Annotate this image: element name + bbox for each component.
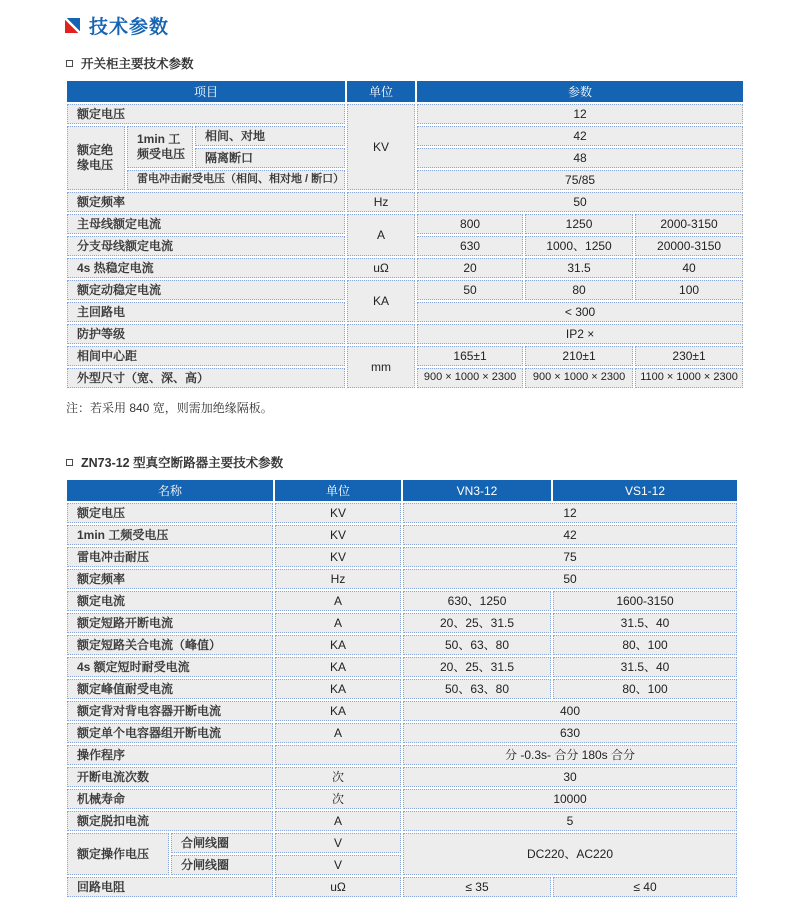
unit-cell: A [275,613,401,633]
table2-subtitle-row [66,453,737,471]
unit-cell: A [347,214,415,256]
column-header-unit: 单位 [275,480,401,501]
value-cell: 50、63、80 [403,679,551,699]
row-label: 额定脱扣电流 [67,811,273,831]
value-cell: 20、25、31.5 [403,657,551,677]
value-cell: 42 [417,126,743,146]
table-row [67,214,743,234]
spacer [65,416,737,453]
row-label: 外型尺寸（宽、深、高） [67,368,345,388]
column-header-name: 名称 [67,480,273,501]
table-row [67,280,743,300]
table-row [67,503,737,523]
value-cell: 20 [417,258,523,278]
row-group-label: 额定操作电压 [67,833,169,875]
row-label: 分闸线圈 [171,855,273,875]
unit-cell: uΩ [275,877,401,897]
table-row [67,723,737,743]
unit-cell: KV [275,503,401,523]
table-row [67,192,743,212]
value-cell: 50、63、80 [403,635,551,655]
row-label: 额定峰值耐受电流 [67,679,273,699]
unit-cell: mm [347,346,415,388]
table-row [67,258,743,278]
row-label: 机械寿命 [67,789,273,809]
value-cell: 210±1 [525,346,633,366]
value-cell: IP2 × [417,324,743,344]
unit-cell: A [275,723,401,743]
table-row [67,324,743,344]
value-cell: ≤ 35 [403,877,551,897]
unit-cell [275,745,401,765]
value-cell: 31.5、40 [553,657,737,677]
row-label: 合闸线圈 [171,833,273,853]
unit-cell: KV [275,547,401,567]
row-label: 额定短路开断电流 [67,613,273,633]
value-cell: 12 [403,503,737,523]
value-cell: 900 × 1000 × 2300 [525,368,633,388]
table-row [67,635,737,655]
column-header-vs1: VS1-12 [553,480,737,501]
value-cell: < 300 [417,302,743,322]
value-cell: 分 -0.3s- 合分 180s 合分 [403,745,737,765]
row-label: 4s 热稳定电流 [67,258,345,278]
table1-subtitle: 开关柜主要技术参数 [81,57,194,71]
column-header-vn3: VN3-12 [403,480,551,501]
row-label: 主回路电 [67,302,345,322]
row-label: 额定单个电容器组开断电流 [67,723,273,743]
table-row [67,767,737,787]
row-label: 1min 工频受电压 [67,525,273,545]
unit-cell [347,324,415,344]
value-cell: 630、1250 [403,591,551,611]
value-cell: 1000、1250 [525,236,633,256]
row-label: 额定电压 [67,104,345,124]
switchgear-params-table [65,79,745,390]
section-header [65,12,737,39]
table-row [67,811,737,831]
value-cell: 31.5、40 [553,613,737,633]
row-label: 额定频率 [67,192,345,212]
table-row [67,877,737,897]
unit-cell: KA [275,701,401,721]
table1-subtitle-row [66,54,737,72]
value-cell: 630 [417,236,523,256]
column-header-unit: 单位 [347,81,415,102]
row-group-label: 额定绝缘电压 [67,126,125,190]
value-cell: 20、25、31.5 [403,613,551,633]
table-row [67,657,737,677]
row-label: 4s 额定短时耐受电流 [67,657,273,677]
diagonal-square-icon [65,18,80,33]
column-header-param: 参数 [417,81,743,102]
unit-cell: V [275,855,401,875]
row-label: 额定背对背电容器开断电流 [67,701,273,721]
row-label: 雷电冲击耐压 [67,547,273,567]
unit-cell: KA [347,280,415,322]
row-label: 额定电流 [67,591,273,611]
unit-cell: Hz [347,192,415,212]
unit-cell: KV [275,525,401,545]
value-cell: 1600-3150 [553,591,737,611]
row-label: 操作程序 [67,745,273,765]
value-cell: 5 [403,811,737,831]
unit-cell: V [275,833,401,853]
unit-cell: 次 [275,767,401,787]
breaker-params-table [65,478,739,899]
value-cell: 165±1 [417,346,523,366]
row-label: 额定电压 [67,503,273,523]
table-row [67,789,737,809]
table-row [67,104,743,124]
unit-cell: Hz [275,569,401,589]
unit-cell: KV [347,104,415,190]
value-cell: 100 [635,280,743,300]
square-bullet-icon [66,60,73,67]
value-cell: 1250 [525,214,633,234]
table-row [67,701,737,721]
row-label: 额定频率 [67,569,273,589]
row-label: 相间、对地 [195,126,345,146]
row-label: 雷电冲击耐受电压（相间、相对地 / 断口） [127,170,345,190]
row-label: 回路电阻 [67,877,273,897]
value-cell: 80、100 [553,635,737,655]
value-cell: 12 [417,104,743,124]
table-row [67,745,737,765]
square-bullet-icon [66,459,73,466]
value-cell: DC220、AC220 [403,833,737,875]
value-cell: 31.5 [525,258,633,278]
value-cell: 80 [525,280,633,300]
table-row [67,833,737,853]
row-label: 分支母线额定电流 [67,236,345,256]
value-cell: 1100 × 1000 × 2300 [635,368,743,388]
value-cell: 2000-3150 [635,214,743,234]
unit-cell: 次 [275,789,401,809]
value-cell: 400 [403,701,737,721]
row-label: 开断电流次数 [67,767,273,787]
table-row [67,569,737,589]
value-cell: 20000-3150 [635,236,743,256]
unit-cell: A [275,591,401,611]
table-row [67,613,737,633]
value-cell: 75 [403,547,737,567]
table-header-row [67,480,737,501]
value-cell: 630 [403,723,737,743]
value-cell: 50 [417,192,743,212]
value-cell: 230±1 [635,346,743,366]
table1-note: 注：若采用 840 宽，则需加绝缘隔板。 [66,401,273,415]
unit-cell: KA [275,635,401,655]
row-label: 主母线额定电流 [67,214,345,234]
row-label: 额定动稳定电流 [67,280,345,300]
value-cell: 30 [403,767,737,787]
unit-cell: KA [275,679,401,699]
value-cell: 48 [417,148,743,168]
value-cell: 80、100 [553,679,737,699]
row-label: 相间中心距 [67,346,345,366]
value-cell: ≤ 40 [553,877,737,897]
table-row [67,547,737,567]
value-cell: 50 [403,569,737,589]
unit-cell: KA [275,657,401,677]
table-row [67,591,737,611]
value-cell: 40 [635,258,743,278]
unit-cell: uΩ [347,258,415,278]
value-cell: 50 [417,280,523,300]
row-label: 额定短路关合电流（峰值） [67,635,273,655]
value-cell: 10000 [403,789,737,809]
page-title: 技术参数 [89,17,170,38]
value-cell: 42 [403,525,737,545]
table-header-row [67,81,743,102]
column-header-item: 项目 [67,81,345,102]
table-row [67,346,743,366]
value-cell: 75/85 [417,170,743,190]
value-cell: 900 × 1000 × 2300 [417,368,523,388]
table-row [67,525,737,545]
row-label: 防护等级 [67,324,345,344]
row-label: 隔离断口 [195,148,345,168]
table2-subtitle: ZN73-12 型真空断路器主要技术参数 [81,456,284,470]
unit-cell: A [275,811,401,831]
table-row [67,679,737,699]
value-cell: 800 [417,214,523,234]
row-sublabel: 1min 工频受电压 [127,126,193,168]
